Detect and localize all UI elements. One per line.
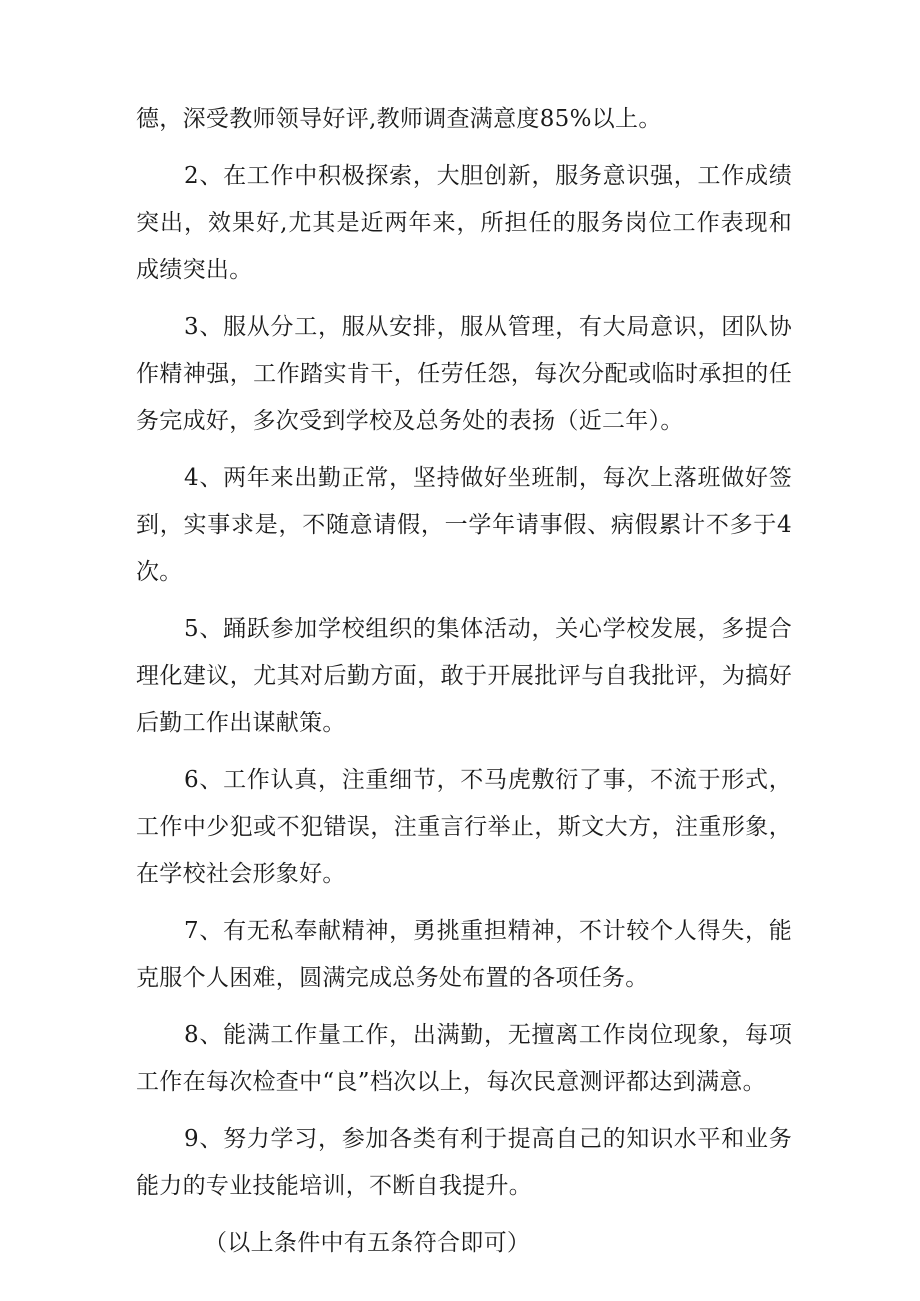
document-body [136,96,792,1267]
paragraph-item-6: 6、工作认真，注重细节，不马虎敷衍了事，不流于形式，工作中少犯或不犯错误，注重言行举止，斯文大方，注重形象，在学校社会形象好。 [136,767,792,887]
paragraph-item-3: 3、服从分工，服从安排，服从管理，有大局意识，团队协作精神强，工作踏实肯干，任劳任怨，每次分配或临时承担的任务完成好，多次受到学校及总务处的表扬（近二年）。 [136,314,792,434]
paragraph-item-5: 5、踊跃参加学校组织的集体活动，关心学校发展，多提合理化建议，尤其对后勤方面，敢于开展批评与自我批评，为搞好后勤工作出谋献策。 [136,616,792,736]
conditions-note: （以上条件中有五条符合即可） [204,1230,531,1256]
paragraph-continuation: 德，深受教师领导好评,教师调查满意度85%以上。 [136,106,662,132]
paragraph-item-7: 7、有无私奉献精神，勇挑重担精神，不计较个人得失，能克服个人困难，圆满完成总务处布置的各项任务。 [136,918,792,991]
paragraph-item-9: 9、努力学习，参加各类有利于提高自己的知识水平和业务能力的专业技能培训，不断自我提升。 [136,1126,792,1199]
paragraph-item-2: 2、在工作中积极探索，大胆创新，服务意识强，工作成绩突出，效果好,尤其是近两年来，所担任的服务岗位工作表现和成绩突出。 [136,163,792,283]
paragraph-item-8: 8、能满工作量工作，出满勤，无擅离工作岗位现象，每项工作在每次检查中“良”档次以上，每次民意测评都达到满意。 [136,1022,792,1095]
paragraph-item-4: 4、两年来出勤正常，坚持做好坐班制，每次上落班做好签到，实事求是，不随意请假，一学年请事假、病假累计不多于4次。 [136,465,792,585]
